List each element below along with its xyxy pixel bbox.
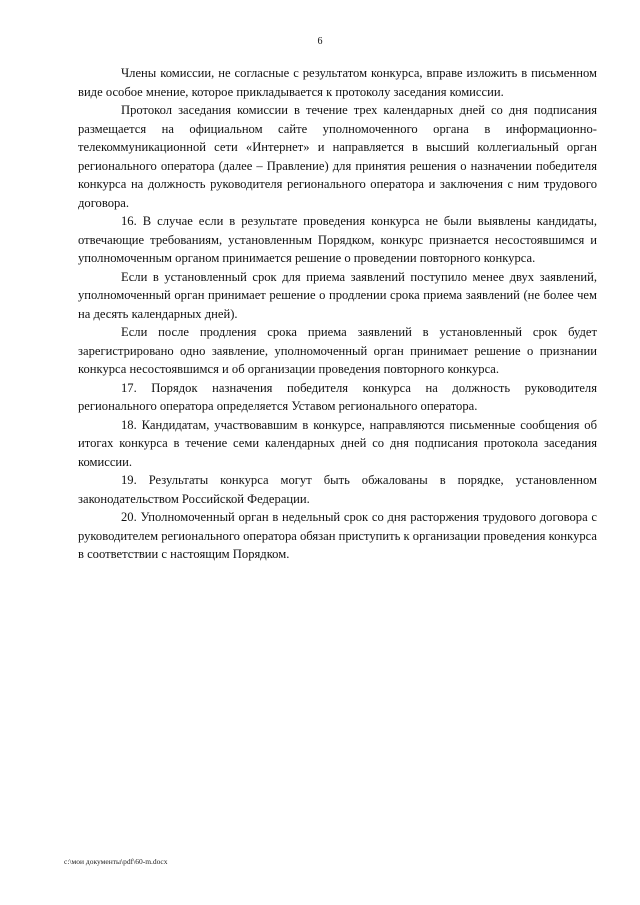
page-number: 6 xyxy=(317,36,323,47)
paragraph-20-new-contest: 20. Уполномоченный орган в недельный срок со дня расторжения трудового договора с руководителем регионального оператора обязан приступить к организации проведения конкурса в соответствии с настоящим Порядком. xyxy=(78,510,597,561)
document-body xyxy=(78,64,597,564)
footer-file-path: c:\мои документы\pdf\60-m.docx xyxy=(64,857,168,866)
paragraph-single-application: Если после продления срока приема заявлений в установленный срок будет зарегистрировано одно заявление, уполномоченный орган принимает решение о признании конкурса несостоявшимся и об организации проведения повторного конкурса. xyxy=(78,325,597,376)
paragraph-16-no-candidates: 16. В случае если в результате проведения конкурса не были выявлены кандидаты, отвечающие требованиям, установленным Порядком, конкурс признается несостоявшимся и уполномоченным органом принимается решение о проведении повторного конкурса. xyxy=(78,214,597,265)
paragraph-19-appeal: 19. Результаты конкурса могут быть обжалованы в порядке, установленном законодательством Российской Федерации. xyxy=(78,473,597,506)
paragraph-fewer-applications: Если в установленный срок для приема заявлений поступило менее двух заявлений, уполномоченный орган принимает решение о продлении срока приема заявлений (не более чем на десять календарных дней). xyxy=(78,269,597,321)
paragraph-18-notifications: 18. Кандидатам, участвовавшим в конкурсе, направляются письменные сообщения об итогах конкурса в течение семи календарных дней со дня подписания протокола заседания комиссии. xyxy=(78,417,597,469)
paragraph-commission-opinion: Члены комиссии, не согласные с результатом конкурса, вправе изложить в письменном виде особое мнение, которое прикладывается к протоколу заседания комиссии. xyxy=(78,66,597,99)
paragraph-protocol-publication: Протокол заседания комиссии в течение трех календарных дней со дня подписания размещается на официальном сайте уполномоченного органа в информационно-телекоммуникационной сети «Интернет» и направляется в высший коллегиальный орган регионального оператора (далее – Правление) для принятия решения о назначении победителя конкурса на должность руководителя регионального оператора и заключения с ним трудового договора. xyxy=(78,103,597,210)
paragraph-17-appointment: 17. Порядок назначения победителя конкурса на должность руководителя регионального оператора определяется Уставом регионального оператора. xyxy=(78,380,597,413)
